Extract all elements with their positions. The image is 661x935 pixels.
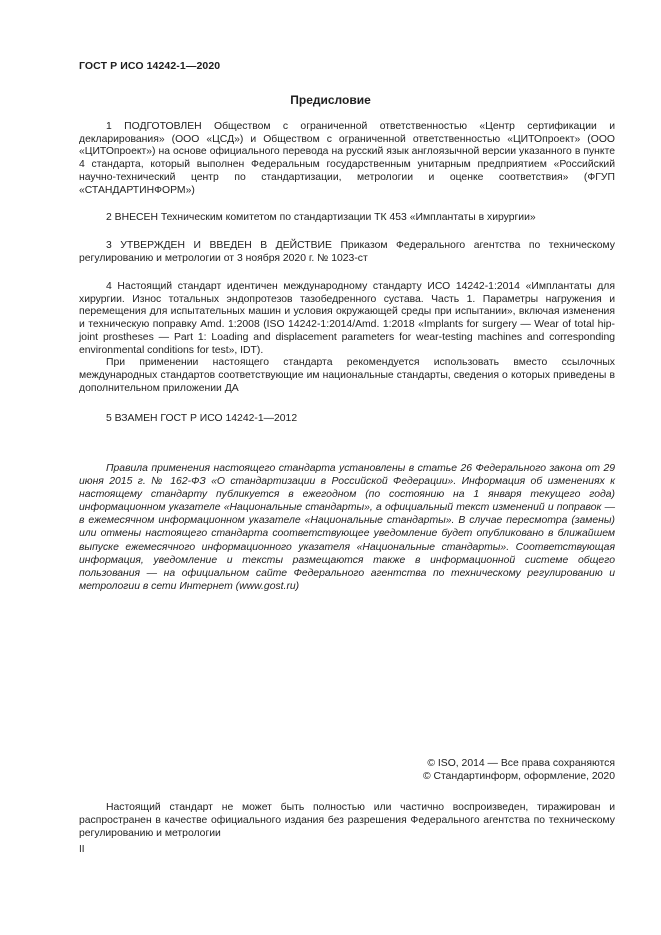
section-1 <box>79 121 615 197</box>
standard-code: ГОСТ Р ИСО 14242-1—2020 <box>79 60 221 72</box>
section-paragraph: 5 ВЗАМЕН ГОСТ Р ИСО 14242-1—2012 <box>106 413 298 424</box>
application-rules-notice <box>79 462 615 593</box>
page-title: Предисловие <box>290 93 371 107</box>
section-paragraph: При применении настоящего стандарта рекомендуется использовать вместо ссылочных международных стандартов соответствующие им национальные стандарты, сведения о которых приведены в дополнительном приложении ДА <box>79 357 615 394</box>
section-paragraph: 2 ВНЕСЕН Техническим комитетом по стандартизации ТК 453 «Имплантаты в хирургии» <box>106 212 536 223</box>
copyright-iso: © ISO, 2014 — Все права сохраняются <box>427 758 615 769</box>
section-paragraph: 4 Настоящий стандарт идентичен международному стандарту ИСО 14242-1:2014 «Имплантаты для хирургии. Износ тотальных эндопротезов тазобедренного сустава. Часть 1. Параметры нагружения и перемещения для испытательных машин и условия окружающей среды при испытании», включая изменения и техническую поправку Amd. 1:2008 (ISO 14242-1:2014/Amd. 1:2018 «Implants for surgery — Wear of total hip-joint prostheses — Part 1: Loading and displacement parameters for wear-testing machines and corresponding environmental conditions for test», IDT). <box>79 281 615 356</box>
reproduction-notice <box>79 801 615 840</box>
section-3 <box>79 240 615 265</box>
copyright-block <box>423 757 615 783</box>
reproduction-text: Настоящий стандарт не может быть полностью или частично воспроизведен, тиражирован и распространен в качестве официального издания без разрешения Федерального агентства по техническому регулированию и метрологии <box>79 802 615 840</box>
section-2 <box>79 212 615 225</box>
section-4 <box>79 281 615 395</box>
section-paragraph: 1 ПОДГОТОВЛЕН Обществом с ограниченной ответственностью «Центр сертификации и декларирования» (ООО «ЦСД») и Обществом с ограниченной ответственностью «ЦИТОпроект» (ООО «ЦИТОпроект») на основе официального перевода на русский язык англоязычной версии указанного в пункте 4 стандарта, который выполнен Федеральным государственным унитарным предприятием «Российский научно-технический центр по стандартизации, метрологии и оценке соответствия» (ФГУП «СТАНДАРТИНФОРМ») <box>79 121 615 196</box>
notice-text: Правила применения настоящего стандарта установлены в статье 26 Федерального закона от 29 июня 2015 г. № 162-ФЗ «О стандартизации в Российской Федерации». Информация об изменениях к настоящему стандарту публикуется в ежегодном (по состоянию на 1 января текущего года) информационном указателе «Национальные стандарты», а официальный текст изменений и поправок — в ежемесячном информационном указателе «Национальные стандарты». В случае пересмотра (замены) или отмены настоящего стандарта соответствующее уведомление будет опубликовано в ближайшем выпуске ежемесячного информационного указателя «Национальные стандарты». Соответствующая информация, уведомление и тексты размещаются также в информационной системе общего пользования — на официальном сайте Федерального агентства по техническому регулированию и метрологии в сети Интернет (www.gost.ru) <box>79 463 615 592</box>
page-number: II <box>79 844 85 855</box>
section-5 <box>79 413 615 426</box>
copyright-standartinform: © Стандартинформ, оформление, 2020 <box>422 771 615 783</box>
section-paragraph: 3 УТВЕРЖДЕН И ВВЕДЕН В ДЕЙСТВИЕ Приказом Федерального агентства по техническому регулированию и метрологии от 3 ноября 2020 г. № 1023-ст <box>79 240 615 264</box>
